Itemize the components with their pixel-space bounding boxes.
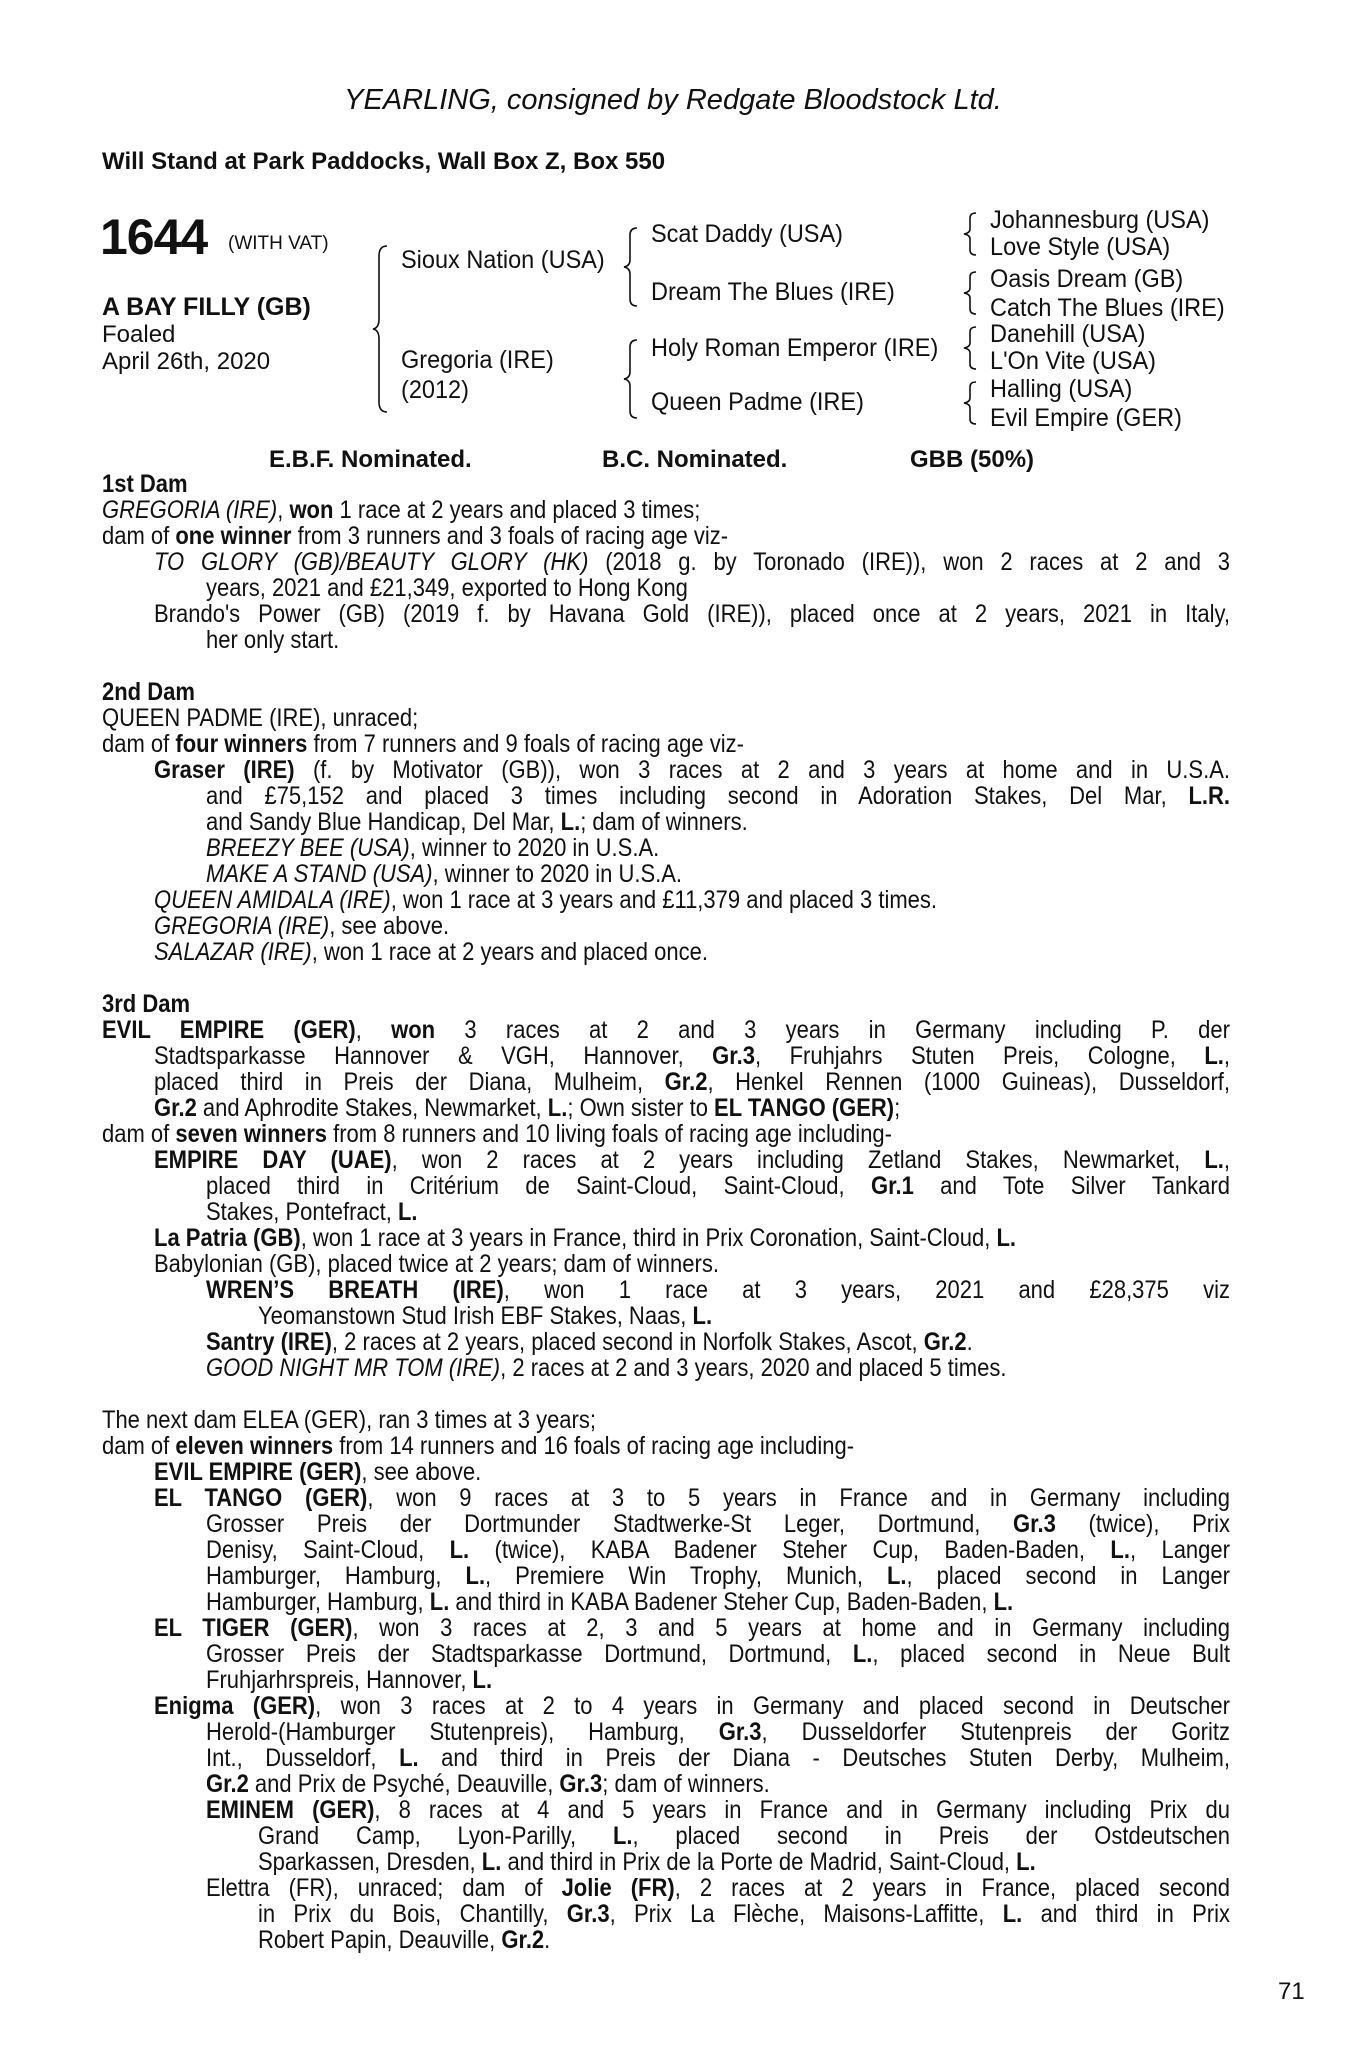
text-line bbox=[206, 627, 1230, 653]
bold-text: Gr.1 bbox=[871, 1173, 914, 1199]
pedigree-gen3-7: Halling (USA) bbox=[990, 375, 1133, 403]
text-line bbox=[206, 809, 1230, 835]
text: years, 2021 and £21,349, exported to Hong Kong bbox=[206, 574, 688, 602]
text: Yeomanstown Stud Irish EBF Stakes, Naas, bbox=[258, 1302, 693, 1330]
pedigree-brace-dam bbox=[623, 338, 641, 420]
text-line bbox=[154, 549, 1230, 575]
text: ; dam of winners. bbox=[602, 1770, 770, 1798]
bold-text: Gr.3 bbox=[718, 1719, 762, 1745]
foaled-date: April 26th, 2020 bbox=[102, 348, 271, 375]
text: , won 1 race at 3 years in France, third in Prix Coronation, Saint-Cloud, bbox=[300, 1224, 997, 1252]
italic-text: BREEZY BEE (USA) bbox=[206, 834, 410, 862]
pedigree-entry bbox=[102, 1615, 1230, 1693]
pedigree-gen3-5: Danehill (USA) bbox=[990, 320, 1146, 348]
text-line bbox=[206, 1771, 1230, 1797]
text-line bbox=[258, 1849, 1230, 1875]
text-line bbox=[154, 757, 1230, 783]
text: Fruhjarhrspreis, Hannover, bbox=[206, 1666, 473, 1694]
text: , won 1 race at 3 years, 2021 and £28,375 viz bbox=[503, 1277, 1230, 1303]
text: , 8 races at 4 and 5 years in France and in Germany including Prix du bbox=[374, 1797, 1230, 1823]
dam-section bbox=[102, 991, 1230, 1381]
bold-text: four winners bbox=[175, 730, 308, 758]
text: Hamburger, Hamburg, bbox=[206, 1563, 466, 1589]
dam-section bbox=[102, 471, 1230, 653]
text: , placed second in Neue Bult bbox=[872, 1641, 1230, 1667]
dam-lines bbox=[102, 471, 1230, 1953]
text: from 8 runners and 10 living foals of racing age including- bbox=[327, 1120, 892, 1148]
text: Denisy, Saint-Cloud, bbox=[206, 1537, 450, 1563]
bold-text: L. bbox=[397, 1198, 418, 1226]
text: Elettra (FR), unraced; dam of bbox=[206, 1875, 562, 1901]
pedigree-entry bbox=[102, 601, 1230, 653]
text-line bbox=[258, 1823, 1230, 1849]
bold-text: L. bbox=[547, 1094, 568, 1122]
italic-text: GREGORIA (IRE) bbox=[102, 496, 278, 524]
bold-text: L. bbox=[1204, 1147, 1224, 1173]
text: Herold-(Hamburger Stutenpreis), Hamburg, bbox=[206, 1719, 719, 1745]
text: , placed second in Langer bbox=[906, 1563, 1230, 1589]
text: . bbox=[544, 1926, 551, 1954]
pedigree-brace-main bbox=[372, 244, 392, 414]
pedigree-brace-gen3-3 bbox=[963, 325, 979, 371]
text: , won 1 race at 3 years and £11,379 and placed 3 times. bbox=[390, 886, 938, 914]
text-line bbox=[102, 705, 1230, 731]
pedigree-entry bbox=[102, 1407, 1230, 1433]
bold-text: L. bbox=[1110, 1537, 1130, 1563]
pedigree-entry bbox=[102, 1693, 1230, 1797]
text-line bbox=[206, 1719, 1230, 1745]
bold-text: L. bbox=[429, 1588, 450, 1616]
bc-nomination: B.C. Nominated. bbox=[602, 446, 788, 473]
text: , won 9 races at 3 to 5 years in France and in Germany including bbox=[367, 1485, 1230, 1511]
pedigree-entry bbox=[102, 1797, 1230, 1875]
page-number: 71 bbox=[1278, 1978, 1305, 2005]
text: Babylonian (GB), placed twice at 2 years; dam of winners. bbox=[154, 1250, 719, 1278]
pedigree-entry bbox=[102, 1225, 1230, 1251]
bold-text: Gr.3 bbox=[566, 1901, 610, 1927]
text-line bbox=[206, 1277, 1230, 1303]
text: Stakes, Pontefract, bbox=[206, 1198, 398, 1226]
pedigree-entry bbox=[102, 835, 1230, 861]
text: , Premiere Win Trophy, Munich, bbox=[485, 1563, 887, 1589]
bold-text: L. bbox=[1016, 1848, 1036, 1876]
bold-text: one winner bbox=[175, 522, 292, 550]
pedigree-entry bbox=[102, 1121, 1230, 1147]
bold-text: won bbox=[289, 496, 334, 524]
text: ; Own sister to bbox=[567, 1094, 715, 1122]
text: , won 2 races at 2 years including Zetland Stakes, Newmarket, bbox=[391, 1147, 1205, 1173]
text: , winner to 2020 in U.S.A. bbox=[409, 834, 660, 862]
text: and Prix de Psyché, Deauville, bbox=[248, 1770, 560, 1798]
italic-text: QUEEN AMIDALA (IRE) bbox=[154, 886, 391, 914]
text-line bbox=[206, 1173, 1230, 1199]
text-line bbox=[154, 1693, 1230, 1719]
italic-text: MAKE A STAND (USA) bbox=[206, 860, 433, 888]
bold-text: EMPIRE DAY (UAE) bbox=[154, 1147, 392, 1173]
pedigree-entry bbox=[102, 1277, 1230, 1329]
italic-text: GOOD NIGHT MR TOM (IRE) bbox=[206, 1354, 501, 1382]
text: and third in KABA Badener Steher Cup, Baden-Baden, bbox=[449, 1588, 994, 1616]
pedigree-dam: Gregoria (IRE) bbox=[401, 346, 554, 374]
gbb-status: GBB (50%) bbox=[910, 446, 1035, 473]
pedigree-dam-year: (2012) bbox=[401, 376, 469, 404]
pedigree-entry bbox=[102, 523, 1230, 549]
text: 3 races at 2 and 3 years in Germany including P. der bbox=[435, 1017, 1230, 1043]
pedigree-gen3-6: L'On Vite (USA) bbox=[990, 347, 1157, 375]
pedigree-entry bbox=[102, 939, 1230, 965]
text: Int., Dusseldorf, bbox=[206, 1745, 400, 1771]
text: Grosser Preis der Stadtsparkasse Dortmund, Dortmund, bbox=[206, 1641, 853, 1667]
text-line bbox=[206, 1589, 1230, 1615]
text: ; bbox=[894, 1094, 901, 1122]
dam-section bbox=[102, 679, 1230, 965]
bold-text: L. bbox=[993, 1588, 1014, 1616]
text: and Tote Silver Tankard bbox=[913, 1173, 1230, 1199]
text: , Langer bbox=[1129, 1537, 1230, 1563]
pedigree-dam-sire: Holy Roman Emperor (IRE) bbox=[651, 334, 939, 362]
text: QUEEN PADME (IRE), unraced; bbox=[102, 704, 419, 732]
bold-text: Gr.2 bbox=[664, 1069, 708, 1095]
pedigree-entry bbox=[102, 1251, 1230, 1277]
bold-text: Gr.3 bbox=[559, 1770, 603, 1798]
text: placed third in Critérium de Saint-Cloud, Saint-Cloud, bbox=[206, 1173, 872, 1199]
text-line bbox=[154, 1459, 1230, 1485]
text-line bbox=[206, 1355, 1230, 1381]
text: and £75,152 and placed 3 times including second in Adoration Stakes, Del Mar, bbox=[206, 783, 1189, 809]
text: Robert Papin, Deauville, bbox=[258, 1926, 502, 1954]
text: from 3 runners and 3 foals of racing age viz- bbox=[291, 522, 729, 550]
text: , 2 races at 2 years, placed second in Norfolk Stakes, Ascot, bbox=[331, 1328, 924, 1356]
text: , winner to 2020 in U.S.A. bbox=[432, 860, 683, 888]
text: 1 race at 2 years and placed 3 times; bbox=[333, 496, 701, 524]
text: Brando's Power (GB) (2019 f. by Havana Gold (IRE)), placed once at 2 years, 2021 in Italy, bbox=[154, 601, 1230, 627]
text: , see above. bbox=[361, 1458, 482, 1486]
text: and Aphrodite Stakes, Newmarket, bbox=[196, 1094, 548, 1122]
text-line bbox=[102, 1017, 1230, 1043]
stand-location: Will Stand at Park Paddocks, Wall Box Z, Box 550 bbox=[102, 148, 666, 175]
text-line bbox=[154, 1043, 1230, 1069]
bold-text: L. bbox=[560, 808, 581, 836]
bold-text: La Patria (GB) bbox=[154, 1224, 301, 1252]
text: placed third in Preis der Diana, Mulheim, bbox=[154, 1069, 665, 1095]
text-line bbox=[258, 1303, 1230, 1329]
text: dam of bbox=[102, 522, 176, 550]
text: (2018 g. by Toronado (IRE)), won 2 races at 2 and 3 bbox=[588, 549, 1230, 575]
bold-text: L. bbox=[852, 1641, 873, 1667]
pedigree-entry bbox=[102, 1017, 1230, 1121]
pedigree-gen3-2: Love Style (USA) bbox=[990, 233, 1171, 261]
text: Stadtsparkasse Hannover & VGH, Hannover, bbox=[154, 1043, 713, 1069]
text: Sparkassen, Dresden, bbox=[258, 1848, 482, 1876]
text-line bbox=[206, 783, 1230, 809]
bold-text: Graser (IRE) bbox=[154, 757, 295, 783]
text: , Fruhjahrs Stuten Preis, Cologne, bbox=[754, 1043, 1205, 1069]
pedigree-entry bbox=[102, 731, 1230, 757]
pedigree-entry bbox=[102, 1329, 1230, 1355]
text: , 2 races at 2 and 3 years, 2020 and placed 5 times. bbox=[500, 1354, 1007, 1382]
text: from 7 runners and 9 foals of racing age viz- bbox=[307, 730, 744, 758]
text: and Sandy Blue Handicap, Del Mar, bbox=[206, 808, 561, 836]
text: dam of bbox=[102, 730, 176, 758]
text-line bbox=[258, 1901, 1230, 1927]
section-heading: 2nd Dam bbox=[102, 678, 195, 706]
bold-text: Gr.2 bbox=[154, 1094, 197, 1122]
text-line bbox=[154, 1615, 1230, 1641]
italic-text: GREGORIA (IRE) bbox=[154, 912, 330, 940]
vat-label: (WITH VAT) bbox=[228, 233, 329, 254]
pedigree-brace-gen3-4 bbox=[963, 380, 979, 426]
text: Grosser Preis der Dortmunder Stadtwerke-St Leger, Dortmund, bbox=[206, 1511, 1014, 1537]
bold-text: EVIL EMPIRE (GER) bbox=[102, 1017, 356, 1043]
text-line bbox=[154, 913, 1230, 939]
text-line bbox=[102, 1121, 1230, 1147]
text: from 14 runners and 16 foals of racing age including- bbox=[333, 1432, 855, 1460]
italic-text: SALAZAR (IRE) bbox=[154, 938, 312, 966]
text-line bbox=[206, 1563, 1230, 1589]
text: Grand Camp, Lyon-Parilly, bbox=[258, 1823, 613, 1849]
bold-text: L. bbox=[996, 1224, 1017, 1252]
pedigree-entry bbox=[102, 1875, 1230, 1953]
text: and third in Prix de la Porte de Madrid, Saint-Cloud, bbox=[501, 1848, 1017, 1876]
bold-text: EL TIGER (GER) bbox=[154, 1615, 353, 1641]
text-line bbox=[258, 1927, 1230, 1953]
bold-text: EL TANGO (GER) bbox=[714, 1094, 895, 1122]
bold-text: L. bbox=[1002, 1901, 1023, 1927]
bold-text: seven winners bbox=[175, 1120, 328, 1148]
page-title: YEARLING, consigned by Redgate Bloodstock Ltd. bbox=[344, 84, 1002, 116]
pedigree-brace-sire bbox=[623, 226, 641, 308]
bold-text: Gr.2 bbox=[923, 1328, 967, 1356]
text-line bbox=[206, 1797, 1230, 1823]
text-line bbox=[206, 1511, 1230, 1537]
pedigree-entry bbox=[102, 705, 1230, 731]
text-line bbox=[206, 1667, 1230, 1693]
bold-text: Enigma (GER) bbox=[154, 1693, 316, 1719]
text-line bbox=[102, 1407, 1230, 1433]
text: , Henkel Rennen (1000 Guineas), Dusseldorf, bbox=[707, 1069, 1230, 1095]
pedigree-entry bbox=[102, 497, 1230, 523]
pedigree-entry bbox=[102, 1459, 1230, 1485]
text: , bbox=[1223, 1147, 1230, 1173]
pedigree-gen3-1: Johannesburg (USA) bbox=[990, 206, 1210, 234]
lot-number: 1644 bbox=[100, 209, 208, 265]
pedigree-entry bbox=[102, 861, 1230, 887]
text-line bbox=[206, 1537, 1230, 1563]
section-heading: 1st Dam bbox=[102, 470, 188, 498]
text: dam of bbox=[102, 1120, 176, 1148]
pedigree-gen3-3: Oasis Dream (GB) bbox=[990, 265, 1184, 293]
text-line bbox=[154, 939, 1230, 965]
text-line bbox=[154, 1095, 1230, 1121]
text: , 2 races at 2 years in France, placed second bbox=[674, 1875, 1230, 1901]
text: , bbox=[1223, 1043, 1230, 1069]
text: , won 1 race at 2 years and placed once. bbox=[311, 938, 708, 966]
text-line bbox=[102, 1433, 1230, 1459]
text-line bbox=[154, 1251, 1230, 1277]
text: (f. by Motivator (GB)), won 3 races at 2 and 3 years at home and in U.S.A. bbox=[294, 757, 1230, 783]
bold-text: won bbox=[391, 1017, 436, 1043]
pedigree-entry bbox=[102, 757, 1230, 835]
bold-text: L. bbox=[612, 1823, 633, 1849]
text: , won 3 races at 2, 3 and 5 years at home and in Germany including bbox=[352, 1615, 1230, 1641]
pedigree-entry bbox=[102, 1433, 1230, 1459]
text: (twice), KABA Badener Steher Cup, Baden-Baden, bbox=[469, 1537, 1111, 1563]
pedigree-sire: Sioux Nation (USA) bbox=[401, 246, 605, 274]
pedigree-entry bbox=[102, 1355, 1230, 1381]
ebf-nomination: E.B.F. Nominated. bbox=[269, 446, 472, 473]
text: , see above. bbox=[329, 912, 450, 940]
bold-text: L. bbox=[481, 1848, 502, 1876]
text: her only start. bbox=[206, 626, 340, 654]
text: in Prix du Bois, Chantilly, bbox=[258, 1901, 567, 1927]
text-line bbox=[154, 887, 1230, 913]
bold-text: L. bbox=[472, 1666, 493, 1694]
text-line bbox=[154, 1147, 1230, 1173]
text: dam of bbox=[102, 1432, 176, 1460]
text: , Prix La Flèche, Maisons-Laffitte, bbox=[609, 1901, 1003, 1927]
text: , bbox=[355, 1017, 392, 1043]
section-heading: 3rd Dam bbox=[102, 990, 191, 1018]
text-line bbox=[154, 1485, 1230, 1511]
bold-text: L. bbox=[465, 1563, 486, 1589]
text-line bbox=[102, 731, 1230, 757]
bold-text: L.R. bbox=[1188, 783, 1230, 809]
text-line bbox=[206, 1329, 1230, 1355]
bold-text: Gr.2 bbox=[501, 1926, 545, 1954]
text-line bbox=[206, 835, 1230, 861]
pedigree-entry bbox=[102, 887, 1230, 913]
bold-text: Gr.2 bbox=[206, 1770, 249, 1798]
bold-text: EMINEM (GER) bbox=[206, 1797, 375, 1823]
lot-description: A BAY FILLY (GB) bbox=[102, 293, 311, 321]
foaled-label: Foaled bbox=[102, 321, 176, 348]
pedigree-entry bbox=[102, 1147, 1230, 1225]
pedigree-brace-gen3-1 bbox=[963, 211, 979, 257]
text-line bbox=[206, 575, 1230, 601]
text-line bbox=[206, 1641, 1230, 1667]
text-line bbox=[102, 497, 1230, 523]
text-line bbox=[206, 861, 1230, 887]
text: and third in Prix bbox=[1022, 1901, 1230, 1927]
bold-text: Jolie (FR) bbox=[561, 1875, 675, 1901]
text-line bbox=[154, 601, 1230, 627]
bold-text: EVIL EMPIRE (GER) bbox=[154, 1458, 362, 1486]
bold-text: Santry (IRE) bbox=[206, 1328, 332, 1356]
pedigree-gen3-4: Catch The Blues (IRE) bbox=[990, 294, 1225, 322]
pedigree-entry bbox=[102, 1485, 1230, 1615]
bold-text: Gr.3 bbox=[712, 1043, 755, 1069]
text-line bbox=[206, 1875, 1230, 1901]
bold-text: L. bbox=[886, 1563, 907, 1589]
text-line bbox=[102, 523, 1230, 549]
text: The next dam ELEA (GER), ran 3 times at 3 years; bbox=[102, 1406, 596, 1434]
pedigree-gen3-8: Evil Empire (GER) bbox=[990, 404, 1182, 432]
text: , Dusseldorfer Stutenpreis der Goritz bbox=[761, 1719, 1230, 1745]
pedigree-brace-gen3-2 bbox=[963, 270, 979, 316]
dam-section bbox=[102, 1407, 1230, 1953]
text-line bbox=[154, 1069, 1230, 1095]
pedigree-dam-dam: Queen Padme (IRE) bbox=[651, 388, 864, 416]
bold-text: L. bbox=[1204, 1043, 1224, 1069]
text: ; dam of winners. bbox=[580, 808, 748, 836]
text: and third in Preis der Diana - Deutsches Stuten Derby, Mulheim, bbox=[418, 1745, 1230, 1771]
text: . bbox=[966, 1328, 973, 1356]
text-line bbox=[206, 1745, 1230, 1771]
text: , bbox=[277, 496, 290, 524]
pedigree-entry bbox=[102, 913, 1230, 939]
text-line bbox=[206, 1199, 1230, 1225]
text: (twice), Prix bbox=[1055, 1511, 1230, 1537]
bold-text: L. bbox=[692, 1302, 713, 1330]
bold-text: WREN’S BREATH (IRE) bbox=[206, 1277, 504, 1303]
bold-text: L. bbox=[449, 1537, 470, 1563]
pedigree-sire-sire: Scat Daddy (USA) bbox=[651, 220, 843, 248]
pedigree-entry bbox=[102, 549, 1230, 601]
text: , won 3 races at 2 to 4 years in Germany and placed second in Deutscher bbox=[315, 1693, 1230, 1719]
bold-text: L. bbox=[399, 1745, 419, 1771]
pedigree-sire-dam: Dream The Blues (IRE) bbox=[651, 278, 895, 306]
bold-text: EL TANGO (GER) bbox=[154, 1485, 368, 1511]
bold-text: eleven winners bbox=[175, 1432, 334, 1460]
text: Hamburger, Hamburg, bbox=[206, 1588, 430, 1616]
italic-text: TO GLORY (GB)/BEAUTY GLORY (HK) bbox=[154, 549, 589, 575]
bold-text: Gr.3 bbox=[1013, 1511, 1056, 1537]
text: , placed second in Preis der Ostdeutschen bbox=[632, 1823, 1230, 1849]
text-line bbox=[154, 1225, 1230, 1251]
